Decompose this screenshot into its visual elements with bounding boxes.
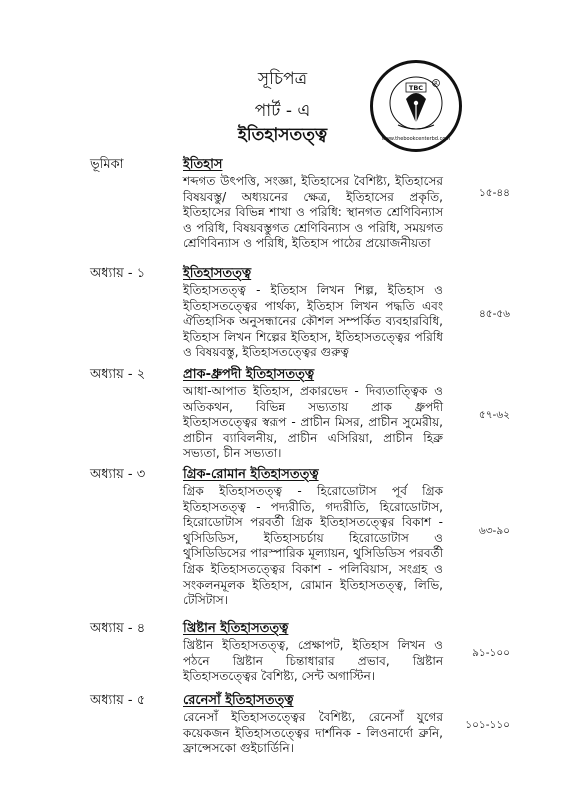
entry-label: অধ্যায় - ৪ <box>90 621 146 636</box>
entry-description: খ্রিষ্টান ইতিহাসতত্ত্ব, প্রেক্ষাপট, ইতিহাস লিখন ও পঠনে খ্রিষ্টান চিন্তাধারার প্রভাব, খ্রিষ্টান ইতিহাসতত্ত্বের বৈশিষ্ট্য, সেন্ট অগাস্টিন। <box>183 638 443 684</box>
entry-label: অধ্যায় - ৩ <box>90 467 146 482</box>
entry-title: ইতিহাসতত্ত্ব <box>183 266 252 281</box>
part-heading: পার্ট - এ <box>254 101 311 121</box>
entry-label: অধ্যায় - ১ <box>90 266 146 281</box>
logo-monogram: TBC <box>408 84 424 92</box>
svg-text:R: R <box>434 81 438 88</box>
entry-title: গ্রিক-রোমান ইতিহাসতত্ত্ব <box>183 467 319 482</box>
entry-description: আধা-আপাত ইতিহাস, প্রকারভেদ - দিব্যতাত্ত্বিক ও অতিকথন, বিভিন্ন সভ্যতায় প্রাক ধ্রুপদী ইতিহাসতত্ত্বের স্বরূপ - প্রাচীন মিসর, প্রাচীন সুমেরীয়, প্রাচীন ব্যাবিলনীয়, প্রাচীন এসিরিয়া, প্রাচীন হিব্রু সভ্যতা, চীন সভ্যতা। <box>183 384 443 461</box>
entry-title: রেনেসাঁ ইতিহাসতত্ত্ব <box>183 693 294 708</box>
entry-pages: ৪৫-৫৬ <box>478 308 510 320</box>
entry-pages: ১৫-৪৪ <box>478 187 510 199</box>
logo-website: www.thebookcenterbd.com <box>381 136 451 142</box>
entry-description: ইতিহাসতত্ত্ব - ইতিহাস লিখন শিল্প, ইতিহাস ও ইতিহাসতত্ত্বের পার্থক্য, ইতিহাস লিখন পদ্ধতি এবং ঐতিহাসিক অনুসন্ধানের কৌশল সম্পর্কিত ব্যবহারবিধি, ইতিহাস লিখন শিল্পের ইতিহাস, ইতিহাসতত্ত্বের পরিধি ও বিষয়বস্তু, ইতিহাসতত্ত্বের গুরুত্ব <box>183 283 443 360</box>
entry-pages: ১০১-১১০ <box>465 719 510 731</box>
entry-title: প্রাক-ধ্রুপদী ইতিহাসতত্ত্ব <box>183 367 315 382</box>
entry-pages: ৬৩-৯০ <box>478 525 510 537</box>
entry-pages: ৫৭-৬২ <box>478 409 510 421</box>
publisher-logo <box>370 60 462 152</box>
entry-pages: ৯১-১০০ <box>472 647 510 659</box>
entry-description: গ্রিক ইতিহাসতত্ত্ব - হিরোডোটাস পূর্ব গ্রিক ইতিহাসতত্ত্ব - পদ্যরীতি, গদ্যরীতি, হিরোডোটাস, হিরোডোটাস পরবর্তী গ্রিক ইতিহাসতত্ত্বের বিকাশ - থুসিডিডিস, ইতিহাসচর্চায় হিরোডোটাস ও থুসিডিডিসের পারস্পারিক মূল্যায়ন, থুসিডিডিস পরবর্তী গ্রিক ইতিহাসতত্ত্বের বিকাশ - পলিবিয়াস, সংগ্রহ ও সংকলনমূলক ইতিহাস, রোমান ইতিহাসতত্ত্ব, লিভি, টেসিটাস। <box>183 484 443 608</box>
entry-label: অধ্যায় - ২ <box>90 367 146 382</box>
entry-label: অধ্যায় - ৫ <box>90 693 146 708</box>
entry-title: ইতিহাস <box>183 157 223 172</box>
page-title: সূচিপত্র <box>257 69 308 89</box>
part-subtitle: ইতিহাসতত্ত্ব <box>237 125 328 145</box>
entry-description: রেনেসাঁ ইতিহাসতত্ত্বের বৈশিষ্ট্য, রেনেসাঁ যুগের কয়েকজন ইতিহাসতত্ত্বের দার্শনিক - লিওনার্দো ব্রুনি, ফ্রান্সেসকো গুইচার্ডিনি। <box>183 710 443 756</box>
entry-description: শব্দগত উৎপত্তি, সংজ্ঞা, ইতিহাসের বৈশিষ্ট্য, ইতিহাসের বিষয়বস্তু/ অধ্যয়নের ক্ষেত্র, ইতিহাসের প্রকৃতি, ইতিহাসের বিভিন্ন শাখা ও পরিধি: স্থানগত শ্রেণিবিন্যাস ও পরিধি, বিষয়বস্তুগত শ্রেণিবিন্যাস ও পরিধি, সময়গত শ্রেণিবিন্যাস ও পরিধি, ইতিহাস পাঠের প্রয়োজনীয়তা <box>183 174 443 251</box>
entry-label: ভূমিকা <box>90 157 124 172</box>
entry-title: খ্রিষ্টান ইতিহাসতত্ত্ব <box>183 621 289 636</box>
